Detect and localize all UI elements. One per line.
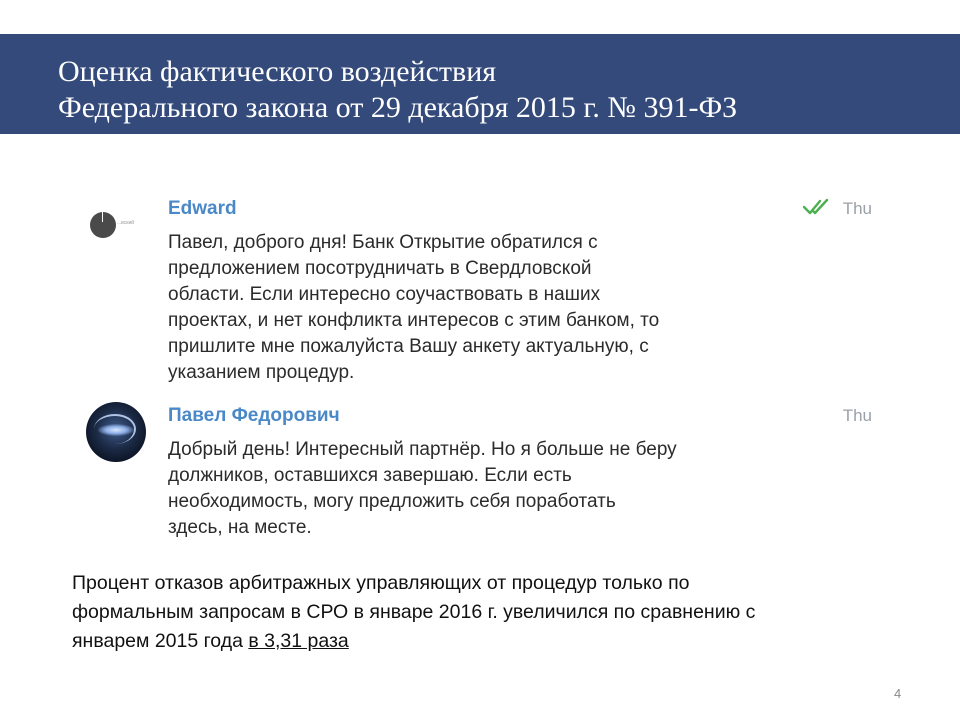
message-day: Thu [842, 406, 872, 425]
message-line: указанием процедур. [168, 362, 355, 383]
message-line: проектах, и нет конфликта интересов с этим банком, то [168, 310, 660, 331]
double-check-icon [802, 197, 830, 217]
summary-highlight: в 3,31 раза [248, 630, 349, 652]
message-line: Добрый день! Интересный партнёр. Но я больше не беру [168, 439, 677, 460]
message-line: здесь, на месте. [168, 517, 312, 538]
page-number: 4 [894, 686, 902, 701]
sender-name: Edward [168, 198, 237, 219]
summary-paragraph [72, 569, 912, 656]
message-line: предложением посотрудничать в Свердловской [168, 258, 592, 279]
avatar-edward [86, 195, 146, 255]
message-text [168, 230, 808, 386]
message-line: области. Если интересно соучаствовать в наших [168, 284, 601, 305]
avatar-photo-glow [98, 424, 134, 436]
message-line: пришлите мне пожалуйста Вашу анкету актуальную, с [168, 336, 649, 357]
avatar-logo-circle [90, 212, 116, 238]
avatar-logo-mark [102, 212, 103, 222]
message-day: Thu [842, 199, 872, 218]
summary-line-1: Процент отказов арбитражных управляющих от процедур только по [72, 572, 690, 594]
avatar-logo-text: ...вский [117, 220, 135, 226]
message-line: необходимость, могу предложить себя поработать [168, 491, 616, 512]
summary-line-2: формальным запросам в СРО в январе 2016 г. увеличился по сравнению с [72, 601, 756, 623]
message-line: должников, оставшихся завершаю. Если есть [168, 465, 572, 486]
avatar-pavel [86, 402, 146, 462]
slide-title-line-2: Федерального закона от 29 декабря 2015 г. № 391-ФЗ [58, 91, 738, 124]
message-text [168, 437, 808, 541]
summary-line-3-text: январем 2015 года [72, 630, 249, 652]
summary-line-3 [72, 627, 912, 656]
slide-title-line-1: Оценка фактического воздействия [58, 55, 497, 88]
message-line: Павел, доброго дня! Банк Открытие обратился с [168, 232, 598, 253]
slide-title [58, 54, 938, 126]
sender-name: Павел Федорович [168, 405, 340, 426]
